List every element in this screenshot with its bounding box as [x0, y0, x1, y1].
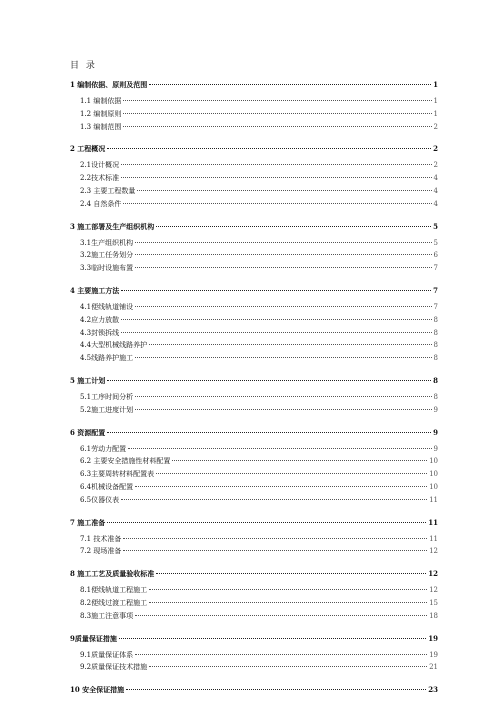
toc-section-entry[interactable]	[70, 457, 438, 466]
toc-section-entry[interactable]	[70, 174, 438, 183]
toc-page-number: 23	[428, 685, 438, 695]
toc-entry-label: 7.2 现场准备	[80, 547, 122, 556]
toc-section-entry[interactable]	[70, 483, 438, 492]
toc-leader-dots	[128, 448, 431, 449]
toc-section-entry[interactable]	[70, 110, 438, 119]
toc-entry-label: 2 工程概况	[70, 144, 106, 154]
toc-section-entry[interactable]	[70, 547, 438, 556]
toc-section-entry[interactable]	[70, 264, 438, 273]
toc-leader-dots	[149, 344, 431, 345]
toc-page-number: 19	[428, 633, 438, 643]
toc-entry-label: 10 安全保证措施	[70, 685, 125, 695]
toc-leader-dots	[135, 267, 431, 268]
toc-leader-dots	[135, 396, 431, 397]
toc-page-number: 5	[433, 238, 438, 247]
toc-entry-label: 4.3封锁拆线	[80, 328, 120, 337]
toc-page-number: 11	[429, 495, 438, 504]
toc-leader-dots	[149, 84, 431, 85]
toc-entry-label: 2.3 主要工程数量	[80, 187, 136, 195]
toc-page-number: 1	[433, 109, 438, 118]
toc-entry-label: 2.4 自然条件	[80, 199, 122, 208]
toc-leader-dots	[121, 332, 431, 333]
toc-entry-label: 2.2技术标准	[80, 174, 120, 183]
toc-page-number: 2	[433, 144, 438, 154]
toc-page-number: 6	[433, 251, 438, 260]
toc-leader-dots	[121, 319, 431, 320]
toc-section-entry[interactable]	[70, 97, 438, 106]
toc-entry-label: 1.1 编制依据	[80, 97, 122, 105]
toc-entry-label: 6.4机械设备配置	[80, 483, 134, 491]
toc-page-number: 19	[429, 650, 438, 659]
toc-title: 目 录	[70, 61, 97, 71]
toc-chapter-entry[interactable]	[70, 286, 438, 295]
toc-chapter-entry[interactable]	[70, 518, 438, 527]
toc-leader-dots	[135, 615, 427, 616]
toc-leader-dots	[135, 357, 431, 358]
toc-chapter-entry[interactable]	[70, 428, 438, 437]
toc-entry-label: 8.1便线轨道工程施工	[80, 586, 148, 595]
toc-entry-label: 4.2应力放散	[80, 315, 120, 324]
toc-entry-label: 3.1生产组织机构	[80, 238, 134, 247]
toc-leader-dots	[156, 473, 427, 474]
toc-entry-label: 8 施工工艺及质量验收标准	[70, 569, 155, 579]
toc-page-number: 10	[429, 457, 438, 466]
toc-page-number: 7	[433, 303, 438, 311]
toc-section-entry[interactable]	[70, 599, 438, 608]
toc-leader-dots	[121, 164, 431, 165]
toc-page-number: 1	[433, 80, 438, 89]
toc-entry-label: 9.1质量保证体系	[80, 650, 134, 659]
toc-entry-label: 9.2质量保证技术措施	[80, 663, 148, 672]
toc-section-entry[interactable]	[70, 612, 438, 621]
toc-leader-dots	[149, 602, 427, 603]
toc-section-entry[interactable]	[70, 251, 438, 260]
toc-page-number: 4	[433, 199, 438, 208]
toc-section-entry[interactable]	[70, 329, 438, 338]
toc-entry-label: 6.3主要周转材料配置表	[80, 470, 155, 479]
toc-chapter-entry[interactable]	[70, 569, 438, 578]
toc-page-number: 8	[433, 354, 438, 363]
toc-leader-dots	[107, 522, 426, 523]
toc-page-number: 8	[433, 376, 438, 385]
toc-page-number: 12	[429, 547, 438, 556]
toc-leader-dots	[119, 638, 426, 639]
toc-entry-label: 1.3 编制范围	[80, 122, 122, 131]
toc-entry-label: 3 施工部署及生产组织机构	[70, 221, 155, 231]
toc-entry-label: 2.1设计概况	[80, 161, 120, 170]
toc-entry-label: 4 主要施工方法	[70, 286, 120, 295]
toc-section-entry[interactable]	[70, 393, 438, 402]
toc-page-number: 7	[433, 264, 438, 273]
toc-leader-dots	[123, 203, 431, 204]
toc-entry-label: 5.1工序时间分析	[80, 393, 134, 401]
toc-page-number: 2	[433, 161, 438, 170]
toc-section-entry[interactable]	[70, 187, 438, 196]
toc-section-entry[interactable]	[70, 200, 438, 209]
toc-page-number: 8	[433, 341, 438, 350]
toc-leader-dots	[123, 550, 427, 551]
toc-page-number: 9	[433, 427, 438, 437]
toc-leader-dots	[149, 589, 427, 590]
toc-section-entry[interactable]	[70, 651, 438, 660]
toc-entry-label: 6.2 主要安全措施性材料配置	[80, 457, 171, 466]
toc-leader-dots	[126, 689, 426, 690]
toc-page-number: 10	[429, 470, 438, 479]
toc-leader-dots	[123, 100, 431, 101]
toc-leader-dots	[137, 190, 431, 191]
toc-leader-dots	[135, 306, 431, 307]
toc-page-number: 11	[429, 534, 438, 543]
toc-leader-dots	[121, 290, 431, 291]
toc-page-number: 15	[429, 599, 438, 607]
toc-leader-dots	[156, 226, 431, 227]
toc-section-entry[interactable]	[70, 341, 438, 350]
toc-page-number: 12	[428, 569, 438, 579]
toc-entry-label: 5 施工计划	[70, 376, 106, 385]
toc-chapter-entry[interactable]	[70, 376, 438, 385]
toc-leader-dots	[107, 148, 431, 149]
toc-section-entry[interactable]	[70, 303, 438, 312]
toc-section-entry[interactable]	[70, 406, 438, 415]
toc-page-number: 12	[429, 586, 438, 595]
toc-page-number: 9	[433, 444, 438, 453]
toc-chapter-entry[interactable]	[70, 80, 438, 89]
toc-entry-label: 4.1便线轨道铺设	[80, 303, 134, 311]
toc-page-number: 8	[433, 315, 438, 324]
toc-leader-dots	[172, 460, 427, 461]
toc-page-number: 18	[429, 611, 438, 620]
toc-entry-label: 6.1劳动力配置	[80, 444, 127, 453]
toc-chapter-entry[interactable]	[70, 634, 438, 643]
toc-entry-label: 1.2 编制原则	[80, 109, 122, 118]
toc-leader-dots	[121, 499, 427, 500]
toc-leader-dots	[123, 113, 431, 114]
toc-entry-label: 4.5线路养护施工	[80, 354, 134, 363]
toc-leader-dots	[135, 486, 427, 487]
toc-leader-dots	[135, 242, 431, 243]
toc-page-number: 11	[428, 517, 438, 527]
toc-section-entry[interactable]	[70, 123, 438, 132]
toc-section-entry[interactable]	[70, 586, 438, 595]
toc-page-number: 8	[433, 393, 438, 401]
toc-entry-label: 6.5仪器仪表	[80, 495, 120, 504]
toc-entry-label: 9质量保证措施	[70, 633, 117, 643]
toc-page-number: 4	[433, 187, 438, 195]
toc-page-number: 21	[429, 663, 438, 672]
toc-section-entry[interactable]	[70, 316, 438, 325]
toc-entry-label: 4.4大型机械线路养护	[80, 341, 148, 350]
toc-section-entry[interactable]	[70, 239, 438, 248]
toc-entry-label: 8.2便线过渡工程施工	[80, 599, 148, 607]
toc-leader-dots	[107, 380, 431, 381]
toc-leader-dots	[121, 177, 431, 178]
toc-entry-label: 7.1 技术准备	[80, 534, 122, 543]
toc-entry-label: 1 编制依据、原则及范围	[70, 80, 148, 89]
toc-leader-dots	[123, 126, 431, 127]
toc-page-number: 1	[433, 97, 438, 105]
toc-entry-label: 7 施工准备	[70, 517, 106, 527]
toc-entry-label: 3.3临时设施布置	[80, 264, 134, 273]
toc-section-entry[interactable]	[70, 535, 438, 544]
toc-leader-dots	[135, 654, 427, 655]
toc-entry-label: 5.2施工进度计划	[80, 405, 134, 414]
toc-section-entry[interactable]	[70, 496, 438, 505]
toc-page-number: 9	[433, 405, 438, 414]
toc-entry-label: 6 资源配置	[70, 427, 106, 437]
toc-leader-dots	[107, 432, 431, 433]
toc-section-entry[interactable]	[70, 445, 438, 454]
toc-page-number: 7	[433, 286, 438, 295]
toc-page-number: 10	[429, 483, 438, 491]
toc-entry-label: 8.3施工注意事项	[80, 611, 134, 620]
toc-section-entry[interactable]	[70, 354, 438, 363]
toc-leader-dots	[149, 666, 427, 667]
toc-leader-dots	[135, 254, 431, 255]
toc-leader-dots	[123, 538, 427, 539]
toc-entry-label: 3.2施工任务划分	[80, 251, 134, 260]
toc-section-entry[interactable]	[70, 470, 438, 479]
toc-leader-dots	[156, 573, 426, 574]
toc-leader-dots	[135, 409, 431, 410]
toc-chapter-entry[interactable]	[70, 144, 438, 153]
toc-section-entry[interactable]	[70, 161, 438, 170]
toc-chapter-entry[interactable]	[70, 222, 438, 231]
toc-page-number: 8	[433, 328, 438, 337]
toc-page-number: 2	[433, 122, 438, 131]
toc-section-entry[interactable]	[70, 663, 438, 672]
toc-chapter-entry[interactable]	[70, 685, 438, 694]
toc-page-number: 5	[433, 221, 438, 231]
toc-page-number: 4	[433, 174, 438, 183]
